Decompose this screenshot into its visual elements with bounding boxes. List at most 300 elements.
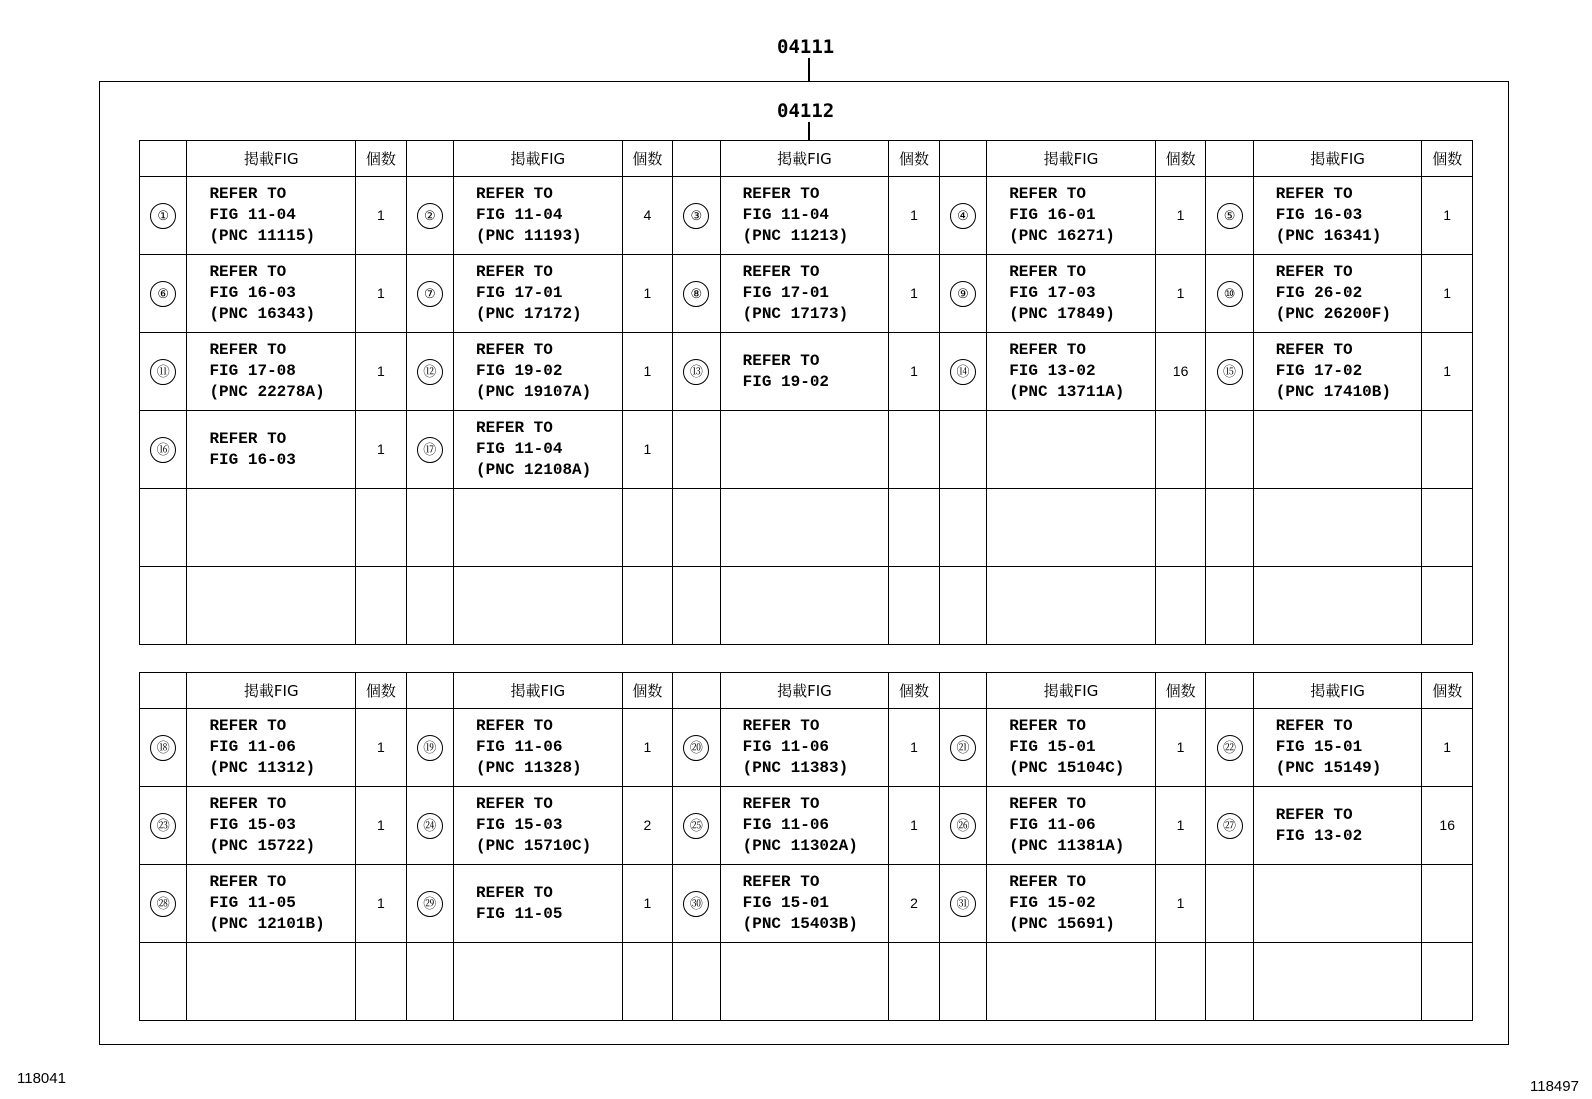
item-number-cell <box>673 709 720 787</box>
item-number-cell <box>1206 709 1253 787</box>
item-number-cell <box>1206 943 1253 1021</box>
reference-cell <box>987 943 1156 1021</box>
item-number-cell <box>673 943 720 1021</box>
reference-table-2 <box>139 672 1473 1021</box>
item-number-badge: ㉛ <box>950 891 976 917</box>
illustration-number-left: 118041 <box>17 1070 66 1087</box>
table-row <box>140 411 1473 489</box>
header-fig: 掲載FIG <box>720 673 889 709</box>
header-qty: 個数 <box>356 673 406 709</box>
quantity-value: 1 <box>643 362 652 379</box>
fig-reference: FIG 16-03 <box>209 450 296 469</box>
reference-cell <box>1253 411 1422 489</box>
pnc-reference: (PNC 15403B) <box>742 915 858 933</box>
reference-cell <box>987 333 1156 411</box>
quantity-cell <box>1155 567 1205 645</box>
refer-to-text: REFER TO <box>476 263 553 281</box>
pnc-reference: (PNC 17173) <box>742 305 849 323</box>
fig-reference: FIG 11-06 <box>742 738 830 756</box>
item-number-badge: ⑱ <box>150 735 176 761</box>
item-number-badge: ⑮ <box>1217 359 1243 385</box>
reference-cell <box>720 333 889 411</box>
quantity-cell <box>1422 865 1473 943</box>
header-blank <box>406 141 453 177</box>
item-number-cell <box>1206 177 1253 255</box>
item-number-badge: ⑯ <box>150 437 176 463</box>
pnc-reference: (PNC 12108A) <box>476 461 592 479</box>
item-number-cell <box>1206 333 1253 411</box>
item-number-cell <box>939 709 986 787</box>
leader-line-04111 <box>808 58 810 81</box>
reference-table-1 <box>139 140 1473 645</box>
quantity-cell <box>1422 333 1473 411</box>
quantity-value: 16 <box>1172 362 1189 379</box>
pnc-reference: (PNC 11193) <box>476 227 582 245</box>
item-number-cell <box>406 255 453 333</box>
fig-reference: FIG 16-03 <box>209 284 296 302</box>
quantity-cell <box>622 567 672 645</box>
quantity-cell <box>889 255 939 333</box>
item-number-badge: ⑰ <box>417 437 443 463</box>
quantity-value: 1 <box>1176 206 1185 223</box>
refer-to-text: REFER TO <box>742 351 820 370</box>
refer-to-text: REFER TO <box>209 185 287 203</box>
item-number-cell <box>406 567 453 645</box>
reference-cell <box>454 865 623 943</box>
quantity-cell <box>622 333 672 411</box>
reference-cell <box>454 709 623 787</box>
reference-cell <box>454 489 623 567</box>
refer-to-text: REFER TO <box>1009 341 1086 359</box>
item-number-cell <box>406 865 453 943</box>
quantity-value: 1 <box>1176 738 1185 755</box>
quantity-value: 1 <box>1176 284 1185 301</box>
item-number-badge: ⑥ <box>150 281 176 307</box>
table-row <box>140 865 1473 943</box>
item-number-badge: ㉔ <box>417 813 443 839</box>
quantity-value: 1 <box>910 284 918 301</box>
quantity-cell <box>622 177 672 255</box>
quantity-value: 1 <box>376 894 385 911</box>
pnc-reference: (PNC 11213) <box>742 227 849 245</box>
quantity-cell <box>1422 177 1473 255</box>
reference-cell <box>1253 567 1422 645</box>
item-number-cell <box>1206 489 1253 567</box>
item-number-cell <box>1206 567 1253 645</box>
quantity-cell <box>889 567 939 645</box>
pnc-reference: (PNC 15710C) <box>476 837 592 855</box>
item-number-cell <box>1206 255 1253 333</box>
header-blank <box>1206 141 1253 177</box>
item-number-cell <box>673 787 720 865</box>
item-number-cell <box>1206 411 1253 489</box>
header-qty: 個数 <box>889 141 939 177</box>
quantity-value: 2 <box>910 894 918 911</box>
header-blank <box>939 673 986 709</box>
pnc-reference: (PNC 16343) <box>209 305 316 323</box>
reference-cell <box>1253 865 1422 943</box>
fig-reference: FIG 17-01 <box>476 284 563 302</box>
item-number-cell <box>406 787 453 865</box>
pnc-reference: (PNC 26200F) <box>1275 305 1391 323</box>
item-number-cell <box>140 865 187 943</box>
item-number-badge: ③ <box>683 203 709 229</box>
quantity-cell <box>356 567 406 645</box>
label-04111: 04111 <box>777 36 835 58</box>
table-row <box>140 333 1473 411</box>
table-row <box>140 255 1473 333</box>
fig-reference: FIG 11-04 <box>742 206 830 224</box>
fig-reference: FIG 11-04 <box>209 206 296 224</box>
header-qty: 個数 <box>1155 673 1205 709</box>
pnc-reference: (PNC 11328) <box>476 759 582 777</box>
item-number-cell <box>140 411 187 489</box>
quantity-cell <box>622 255 672 333</box>
header-blank <box>140 673 187 709</box>
pnc-reference: (PNC 17410B) <box>1275 383 1391 401</box>
quantity-cell <box>1155 255 1205 333</box>
quantity-cell <box>1422 567 1473 645</box>
refer-to-text: REFER TO <box>476 185 553 203</box>
reference-cell <box>987 411 1156 489</box>
fig-reference: FIG 26-02 <box>1275 284 1363 302</box>
item-number-badge: ⑲ <box>417 735 443 761</box>
item-number-cell <box>406 709 453 787</box>
item-number-badge: ⑤ <box>1217 203 1243 229</box>
fig-reference: FIG 16-03 <box>1275 206 1363 224</box>
reference-cell <box>720 177 889 255</box>
quantity-cell <box>356 255 406 333</box>
header-fig: 掲載FIG <box>454 673 623 709</box>
item-number-cell <box>939 333 986 411</box>
quantity-value: 1 <box>910 362 918 379</box>
header-fig: 掲載FIG <box>987 141 1156 177</box>
quantity-cell <box>356 177 406 255</box>
item-number-badge: ⑨ <box>950 281 976 307</box>
fig-reference: FIG 11-06 <box>742 816 830 834</box>
fig-reference: FIG 19-02 <box>742 372 830 391</box>
reference-cell <box>454 411 623 489</box>
reference-cell <box>187 709 356 787</box>
quantity-cell <box>1422 255 1473 333</box>
item-number-cell <box>1206 865 1253 943</box>
item-number-badge: ① <box>150 203 176 229</box>
item-number-cell <box>140 177 187 255</box>
item-number-cell <box>673 177 720 255</box>
item-number-badge: ㉒ <box>1217 735 1243 761</box>
item-number-badge: ⑬ <box>683 359 709 385</box>
quantity-cell <box>1155 787 1205 865</box>
pnc-reference: (PNC 12101B) <box>209 915 325 933</box>
refer-to-text: REFER TO <box>1009 717 1086 735</box>
header-fig: 掲載FIG <box>720 141 889 177</box>
reference-cell <box>454 943 623 1021</box>
item-number-cell <box>140 709 187 787</box>
pnc-reference: (PNC 15149) <box>1275 759 1382 777</box>
fig-reference: FIG 15-01 <box>1275 738 1363 756</box>
quantity-value: 1 <box>1443 284 1452 301</box>
item-number-cell <box>1206 787 1253 865</box>
refer-to-text: REFER TO <box>1275 341 1353 359</box>
quantity-cell <box>622 709 672 787</box>
quantity-value: 1 <box>910 816 918 833</box>
item-number-cell <box>673 567 720 645</box>
quantity-value: 1 <box>1443 738 1452 755</box>
quantity-cell <box>1155 943 1205 1021</box>
quantity-value: 1 <box>376 816 385 833</box>
fig-reference: FIG 11-04 <box>476 206 563 224</box>
quantity-cell <box>356 489 406 567</box>
reference-cell <box>454 787 623 865</box>
table-row <box>140 489 1473 567</box>
reference-cell <box>187 411 356 489</box>
quantity-cell <box>356 787 406 865</box>
item-number-cell <box>939 787 986 865</box>
quantity-cell <box>356 411 406 489</box>
quantity-cell <box>356 333 406 411</box>
quantity-value: 2 <box>643 816 652 833</box>
quantity-cell <box>889 787 939 865</box>
refer-to-text: REFER TO <box>1009 795 1086 813</box>
item-number-cell <box>939 865 986 943</box>
reference-cell <box>187 489 356 567</box>
quantity-cell <box>1422 411 1473 489</box>
item-number-badge: ㉓ <box>150 813 176 839</box>
item-number-cell <box>939 943 986 1021</box>
quantity-cell <box>889 177 939 255</box>
header-qty: 個数 <box>622 141 672 177</box>
fig-reference: FIG 11-05 <box>209 894 296 912</box>
item-number-badge: ㉘ <box>150 891 176 917</box>
fig-reference: FIG 15-02 <box>1009 894 1096 912</box>
item-number-cell <box>140 787 187 865</box>
quantity-cell <box>1155 489 1205 567</box>
reference-cell <box>720 865 889 943</box>
refer-to-text: REFER TO <box>742 795 820 813</box>
quantity-value: 1 <box>643 440 652 457</box>
item-number-cell <box>140 255 187 333</box>
reference-cell <box>187 255 356 333</box>
quantity-cell <box>1155 709 1205 787</box>
reference-cell <box>720 709 889 787</box>
reference-cell <box>187 567 356 645</box>
fig-reference: FIG 13-02 <box>1009 362 1096 380</box>
header-qty: 個数 <box>356 141 406 177</box>
item-number-badge: ② <box>417 203 443 229</box>
item-number-cell <box>939 411 986 489</box>
item-number-badge: ㉑ <box>950 735 976 761</box>
item-number-badge: ㉙ <box>417 891 443 917</box>
fig-reference: FIG 15-03 <box>476 816 563 834</box>
item-number-cell <box>673 255 720 333</box>
item-number-cell <box>673 489 720 567</box>
fig-reference: FIG 17-03 <box>1009 284 1096 302</box>
reference-cell <box>987 567 1156 645</box>
refer-to-text: REFER TO <box>209 717 287 735</box>
header-row <box>140 673 1473 709</box>
quantity-value: 1 <box>910 206 918 223</box>
reference-cell <box>720 943 889 1021</box>
reference-cell <box>454 255 623 333</box>
header-blank <box>1206 673 1253 709</box>
refer-to-text: REFER TO <box>1009 873 1086 891</box>
reference-cell <box>987 177 1156 255</box>
illustration-number-right: 118497 <box>1530 1078 1579 1095</box>
header-blank <box>406 673 453 709</box>
label-04112: 04112 <box>777 100 835 122</box>
item-number-cell <box>939 177 986 255</box>
quantity-value: 1 <box>643 894 652 911</box>
quantity-cell <box>889 865 939 943</box>
reference-cell <box>720 489 889 567</box>
fig-reference: FIG 11-06 <box>476 738 563 756</box>
pnc-reference: (PNC 11381A) <box>1009 837 1125 855</box>
quantity-cell <box>622 943 672 1021</box>
quantity-value: 1 <box>376 284 385 301</box>
reference-cell <box>1253 489 1422 567</box>
header-qty: 個数 <box>1422 673 1473 709</box>
quantity-cell <box>889 411 939 489</box>
pnc-reference: (PNC 17849) <box>1009 305 1115 323</box>
quantity-cell <box>1155 411 1205 489</box>
item-number-cell <box>673 411 720 489</box>
item-number-badge: ㉕ <box>683 813 709 839</box>
header-fig: 掲載FIG <box>187 673 356 709</box>
item-number-cell <box>406 943 453 1021</box>
header-fig: 掲載FIG <box>1253 141 1422 177</box>
refer-to-text: REFER TO <box>476 795 553 813</box>
header-fig: 掲載FIG <box>987 673 1156 709</box>
quantity-value: 1 <box>910 738 918 755</box>
quantity-cell <box>356 943 406 1021</box>
item-number-cell <box>406 489 453 567</box>
quantity-value: 1 <box>1443 362 1452 379</box>
fig-reference: FIG 17-08 <box>209 362 296 380</box>
pnc-reference: (PNC 15691) <box>1009 915 1115 933</box>
header-fig: 掲載FIG <box>1253 673 1422 709</box>
reference-cell <box>987 787 1156 865</box>
item-number-badge: ⑩ <box>1217 281 1243 307</box>
fig-reference: FIG 13-02 <box>1275 826 1363 845</box>
item-number-badge: ⑪ <box>150 359 176 385</box>
pnc-reference: (PNC 13711A) <box>1009 383 1125 401</box>
quantity-cell <box>1155 865 1205 943</box>
header-fig: 掲載FIG <box>454 141 623 177</box>
reference-cell <box>187 787 356 865</box>
fig-reference: FIG 15-01 <box>1009 738 1096 756</box>
reference-cell <box>987 255 1156 333</box>
refer-to-text: REFER TO <box>209 263 287 281</box>
item-number-badge: ⑭ <box>950 359 976 385</box>
quantity-value: 1 <box>376 362 385 379</box>
quantity-value: 16 <box>1439 816 1455 833</box>
fig-reference: FIG 11-06 <box>209 738 296 756</box>
fig-reference: FIG 11-06 <box>1009 816 1096 834</box>
refer-to-text: REFER TO <box>209 341 287 359</box>
quantity-value: 1 <box>376 440 385 457</box>
fig-reference: FIG 17-01 <box>742 284 830 302</box>
reference-cell <box>720 411 889 489</box>
item-number-cell <box>406 177 453 255</box>
quantity-value: 1 <box>643 284 652 301</box>
pnc-reference: (PNC 17172) <box>476 305 582 323</box>
reference-cell <box>1253 787 1422 865</box>
quantity-cell <box>1155 177 1205 255</box>
reference-cell <box>1253 255 1422 333</box>
quantity-value: 1 <box>376 206 385 223</box>
header-qty: 個数 <box>622 673 672 709</box>
reference-cell <box>987 489 1156 567</box>
reference-cell <box>187 177 356 255</box>
header-qty: 個数 <box>889 673 939 709</box>
fig-reference: FIG 15-03 <box>209 816 296 834</box>
refer-to-text: REFER TO <box>209 429 287 448</box>
table-row <box>140 177 1473 255</box>
pnc-reference: (PNC 19107A) <box>476 383 592 401</box>
pnc-reference: (PNC 16341) <box>1275 227 1382 245</box>
item-number-badge: ㉚ <box>683 891 709 917</box>
pnc-reference: (PNC 11115) <box>209 227 316 245</box>
refer-to-text: REFER TO <box>1275 263 1353 281</box>
item-number-cell <box>140 489 187 567</box>
reference-cell <box>1253 177 1422 255</box>
item-number-badge: ㉖ <box>950 813 976 839</box>
quantity-cell <box>622 865 672 943</box>
item-number-badge: ④ <box>950 203 976 229</box>
item-number-cell <box>406 333 453 411</box>
quantity-cell <box>1422 943 1473 1021</box>
item-number-badge: ㉗ <box>1217 813 1243 839</box>
item-number-cell <box>140 333 187 411</box>
pnc-reference: (PNC 11302A) <box>742 837 858 855</box>
fig-reference: FIG 11-04 <box>476 440 563 458</box>
pnc-reference: (PNC 15722) <box>209 837 316 855</box>
quantity-cell <box>1422 787 1473 865</box>
reference-cell <box>187 333 356 411</box>
pnc-reference: (PNC 16271) <box>1009 227 1115 245</box>
refer-to-text: REFER TO <box>1009 185 1086 203</box>
refer-to-text: REFER TO <box>476 341 553 359</box>
reference-cell <box>987 865 1156 943</box>
item-number-cell <box>939 567 986 645</box>
reference-cell <box>1253 709 1422 787</box>
fig-reference: FIG 16-01 <box>1009 206 1096 224</box>
refer-to-text: REFER TO <box>476 883 553 902</box>
quantity-value: 1 <box>1443 206 1452 223</box>
item-number-cell <box>406 411 453 489</box>
item-number-cell <box>939 489 986 567</box>
quantity-cell <box>1422 489 1473 567</box>
item-number-cell <box>939 255 986 333</box>
reference-cell <box>187 865 356 943</box>
item-number-badge: ⑧ <box>683 281 709 307</box>
item-number-cell <box>673 865 720 943</box>
reference-cell <box>454 333 623 411</box>
quantity-cell <box>889 709 939 787</box>
reference-cell <box>1253 333 1422 411</box>
refer-to-text: REFER TO <box>742 717 820 735</box>
refer-to-text: REFER TO <box>1275 185 1353 203</box>
quantity-cell <box>889 489 939 567</box>
quantity-cell <box>356 865 406 943</box>
reference-cell <box>454 177 623 255</box>
reference-cell <box>187 943 356 1021</box>
item-number-cell <box>140 567 187 645</box>
reference-cell <box>720 567 889 645</box>
quantity-value: 1 <box>376 738 385 755</box>
quantity-cell <box>889 943 939 1021</box>
quantity-value: 1 <box>1176 816 1185 833</box>
